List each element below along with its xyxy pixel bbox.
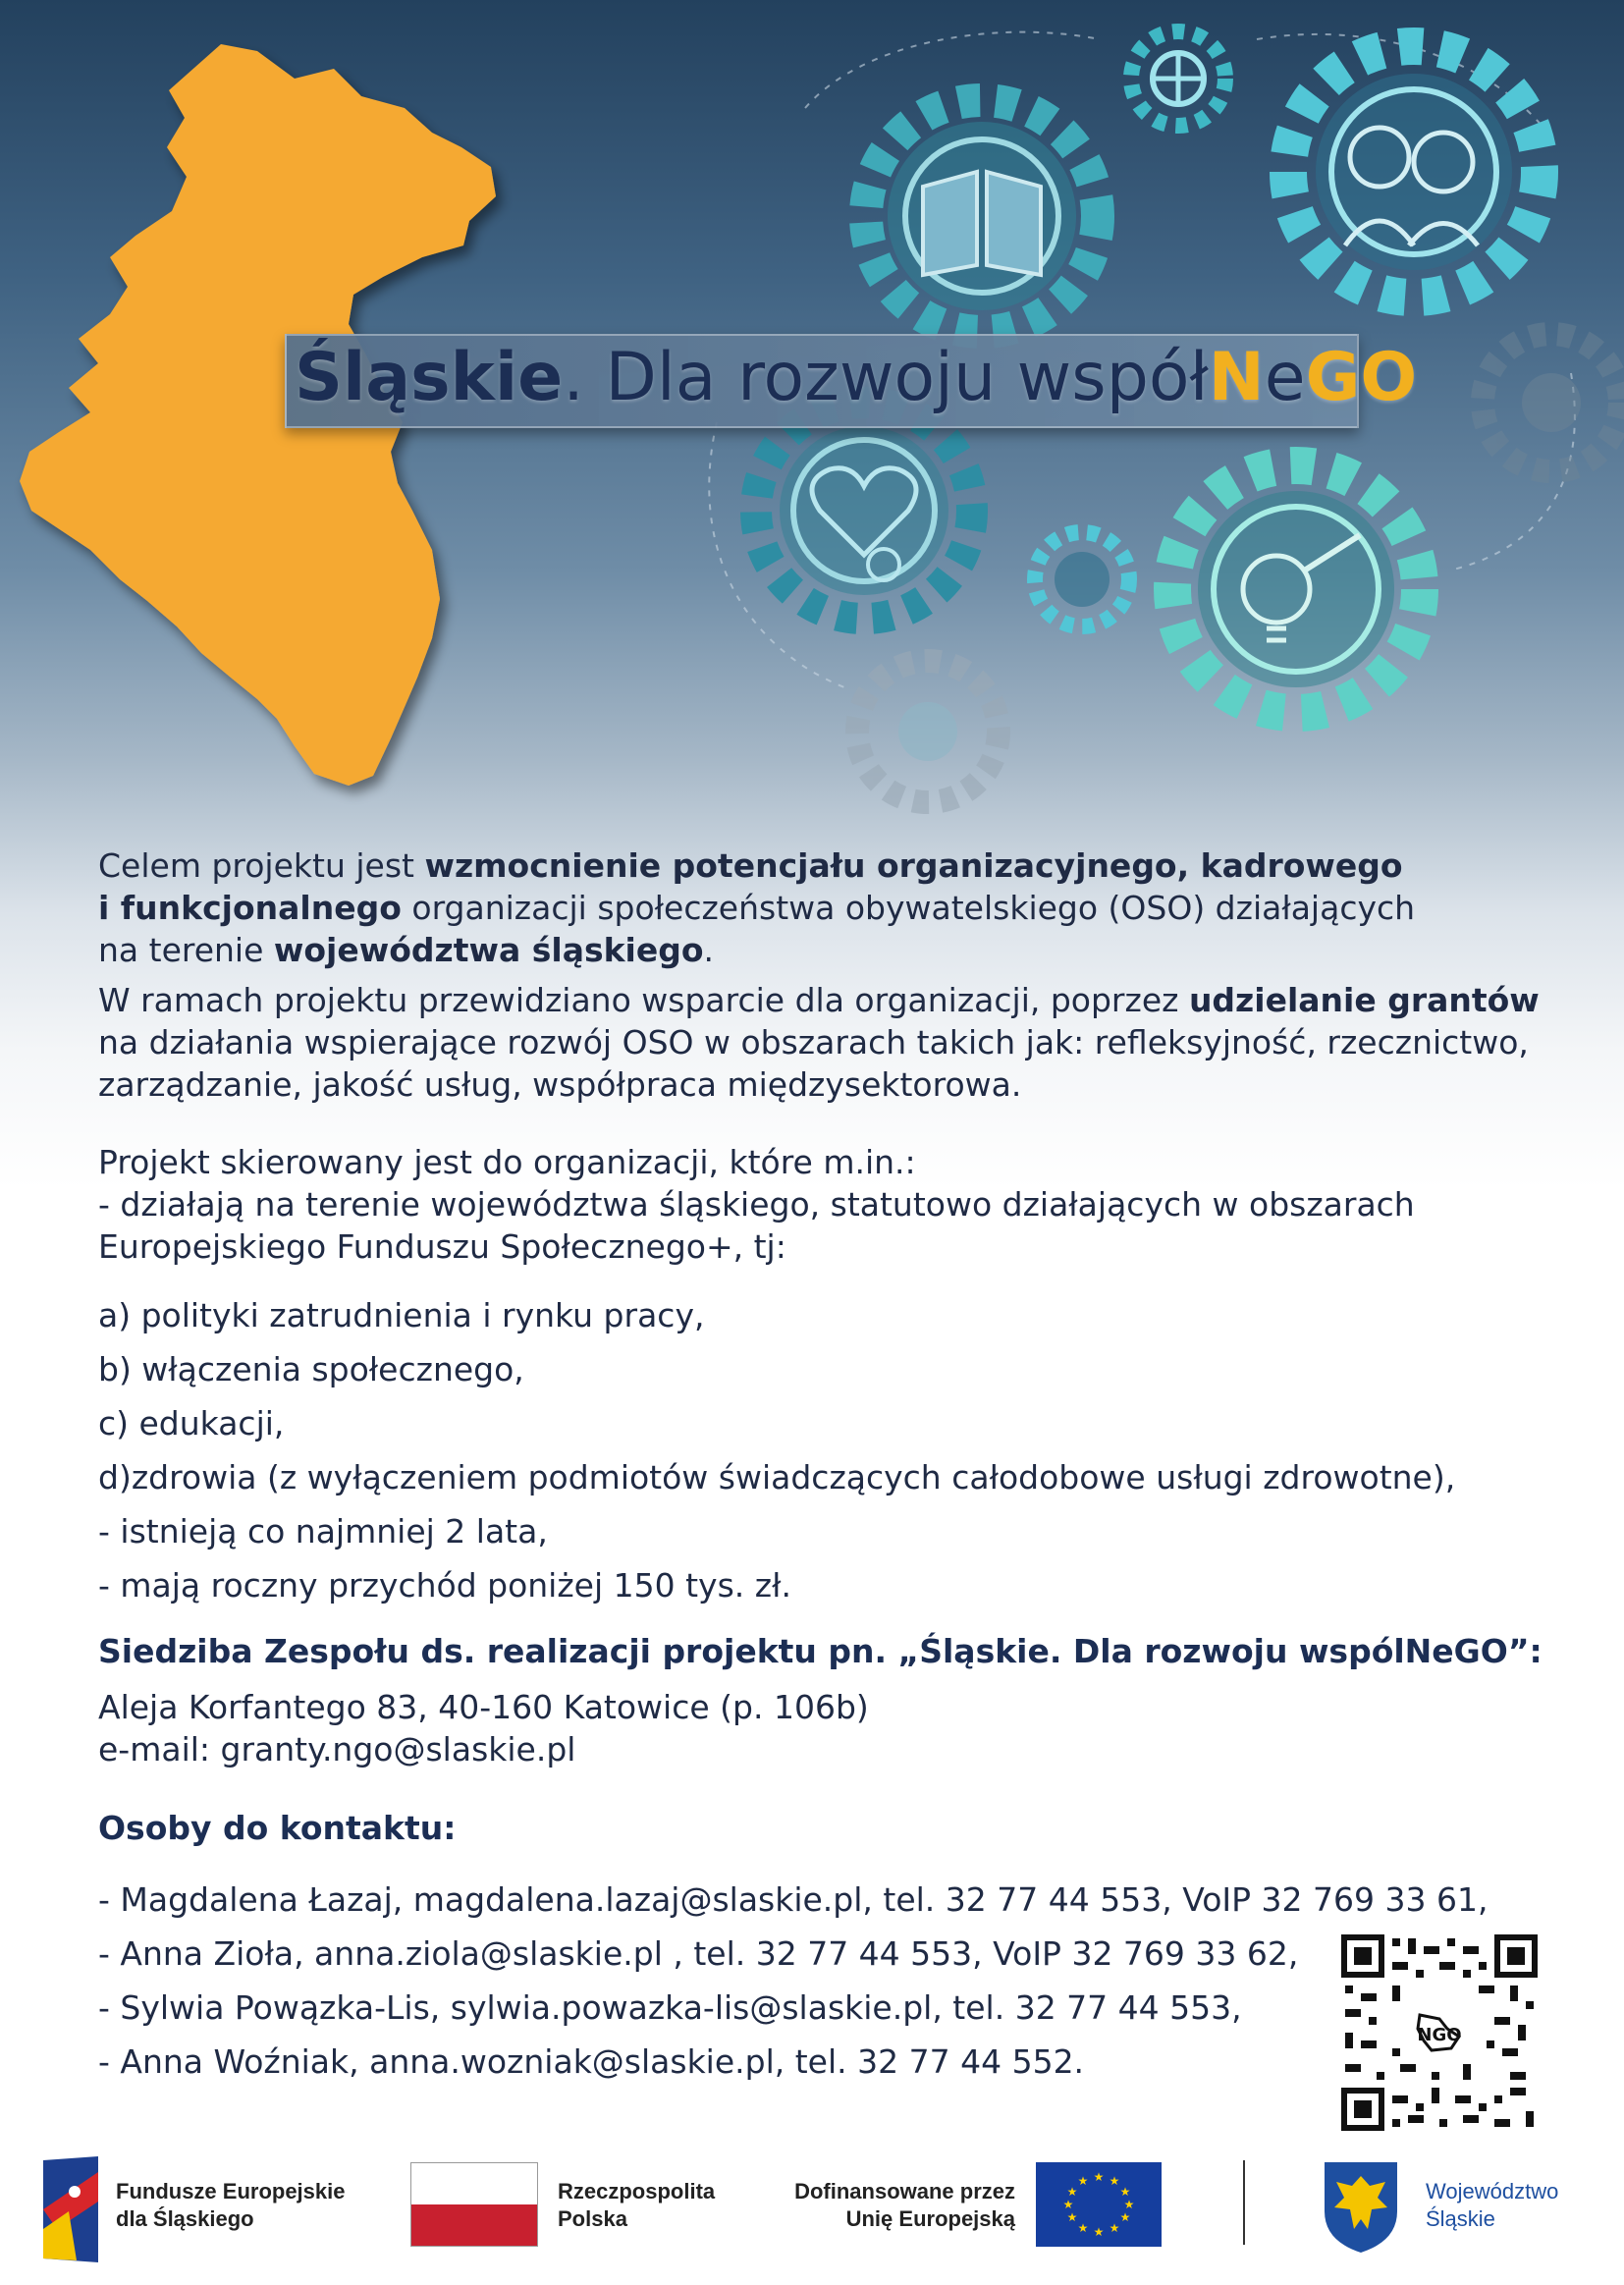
criteria-list [98,1288,1591,1612]
title-n: N [1208,339,1265,416]
gear-hands-icon [1035,532,1129,626]
contact-item[interactable]: - Anna Zioła, anna.ziola@slaskie.pl , tel. 32 77 44 553, VoIP 32 769 33 62, [98,1934,1299,1973]
intro-paragraph-1: Celem projektu jest wzmocnienie potencjału organizacyjnego, kadrowego i funkcjonalnego organizacji społeczeństwa obywatelskiego (OSO) działających na terenie województwa śląskiego. [98,846,1416,969]
contacts-heading: Osoby do kontaktu: [98,1809,457,1847]
hq-email[interactable]: e-mail: granty.ngo@slaskie.pl [98,1730,576,1768]
qr-ngo-label: NGO [1417,2025,1462,2045]
qr-code[interactable] [1341,1934,1538,2131]
gear-lightbulb-icon [1172,465,1420,713]
svg-text:★: ★ [1066,2185,1078,2199]
list-item: - mają roczny przychód poniżej 150 tys. zł. [98,1566,791,1605]
svg-text:★: ★ [1123,2198,1135,2211]
eu-flag-icon [1036,2162,1162,2247]
footer-logos [0,2141,1624,2285]
gear-small-top-icon [1131,31,1225,126]
rp-logo-label: Rzeczpospolita Polska [558,2179,716,2231]
svg-text:★: ★ [1119,2185,1131,2199]
list-item: c) edukacji, [98,1404,285,1442]
fe-logo-icon [39,2152,102,2266]
ws-logo-label: Województwo Śląskie [1426,2179,1559,2231]
svg-text:★: ★ [1119,2210,1131,2224]
gear-grey-bottom-icon [857,661,999,802]
gear-people-icon [1288,46,1540,298]
contact-item[interactable]: - Magdalena Łazaj, magdalena.lazaj@slaskie.pl, tel. 32 77 44 553, VoIP 32 769 33 61, [98,1880,1489,1919]
svg-text:★: ★ [1077,2174,1089,2188]
svg-text:★: ★ [1066,2210,1078,2224]
gear-book-icon [866,100,1098,332]
contacts-list [98,1873,1488,2089]
svg-text:★: ★ [1093,2170,1105,2184]
intro-paragraph-3: Projekt skierowany jest do organizacji, które m.in.: - działają na terenie województwa śląskiego, statutowo działających w obszarach Europejskiego Funduszu Społecznego+, tj: [98,1143,1415,1266]
gear-right-grey-icon [1483,334,1620,471]
hq-heading: Siedziba Zespołu ds. realizacji projektu pn. „Śląskie. Dla rozwoju wspólNeGO”: [98,1632,1543,1670]
svg-text:★: ★ [1109,2221,1120,2235]
project-title [295,324,1417,432]
svg-text:★: ★ [1077,2221,1089,2235]
list-item: a) polityki zatrudnienia i rynku pracy, [98,1296,705,1334]
fe-logo-label: Fundusze Europejskie dla Śląskiego [116,2179,346,2231]
title-go: GO [1305,339,1418,416]
footer-divider [1243,2160,1245,2245]
title-bold: Śląskie [295,339,564,416]
silesia-coat-of-arms-icon [1321,2158,1401,2255]
svg-text:★: ★ [1093,2225,1105,2239]
svg-text:★: ★ [1109,2174,1120,2188]
list-item: - istnieją co najmniej 2 lata, [98,1512,548,1551]
title-e: e [1264,339,1306,416]
polish-flag [410,2162,538,2247]
contact-item[interactable]: - Sylwia Powązka-Lis, sylwia.powazka-lis@slaskie.pl, tel. 32 77 44 553, [98,1988,1242,2027]
hq-address-block [98,1686,869,1770]
hq-address: Aleja Korfantego 83, 40-160 Katowice (p. 106b) [98,1688,869,1726]
eu-funding-label: Dofinansowane przez Unię Europejską [794,2179,1015,2231]
svg-text:★: ★ [1062,2198,1074,2211]
list-item: d)zdrowia (z wyłączeniem podmiotów świadczących całodobowe usługi zdrowotne), [98,1458,1456,1496]
contact-item[interactable]: - Anna Woźniak, anna.wozniak@slaskie.pl, tel. 32 77 44 552. [98,2042,1085,2081]
list-item: b) włączenia społecznego, [98,1350,524,1388]
title-mid: . Dla rozwoju współ [563,339,1209,416]
gear-heart-icon [756,403,972,619]
intro-paragraph-2: W ramach projektu przewidziano wsparcie dla organizacji, poprzez udzielanie grantów na działania wspierające rozwój OSO w obszarach takich jak: refleksyjność, rzecznictwo, zarządzanie, jakość usług, współpraca międzysektorowa. [98,981,1540,1104]
